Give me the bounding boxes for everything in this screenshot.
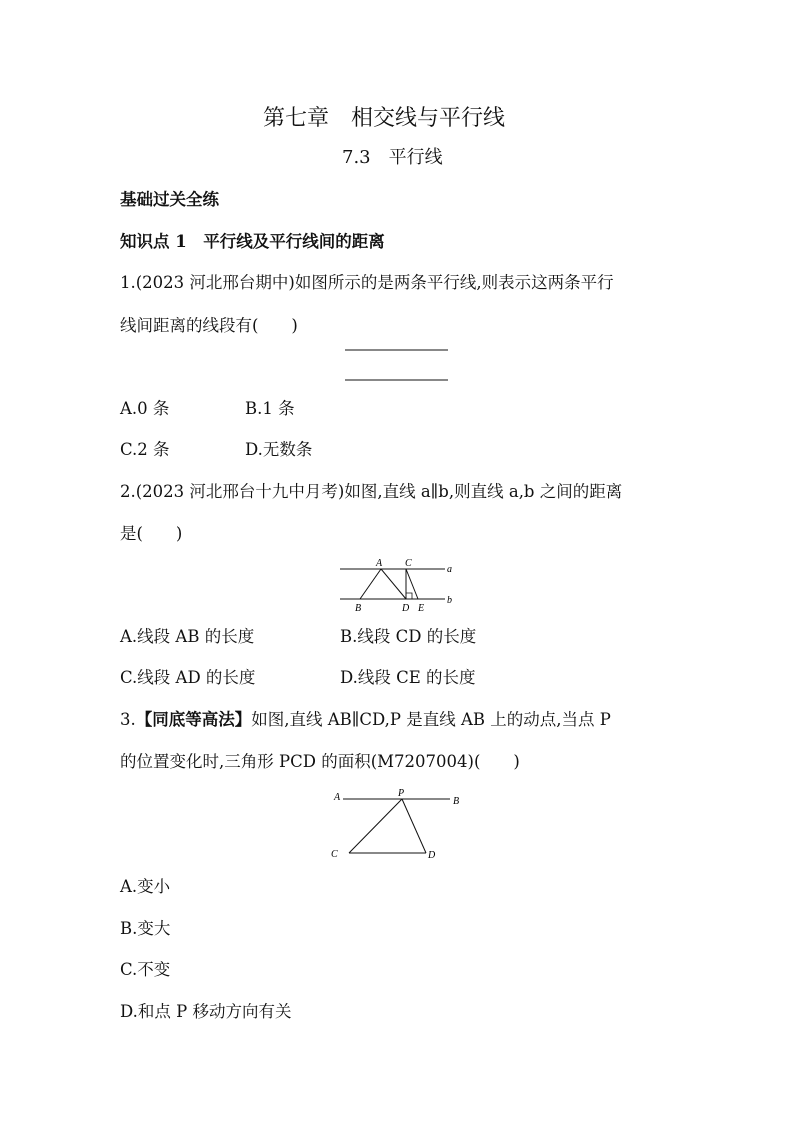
q2-stem-line1: 2.(2023 河北邢台十九中月考)如图,直线 a∥b,则直线 a,b 之间的距离 (120, 482, 623, 501)
q2-label-A: A (376, 558, 383, 569)
q2-option-b[interactable]: B.线段 CD 的长度 (340, 627, 477, 646)
q1-option-c[interactable]: C.2 条 (120, 440, 170, 459)
q2-label-E: E (418, 603, 425, 614)
q3-segment-pd (402, 799, 426, 853)
q2-label-D: D (402, 603, 410, 614)
q2-option-d[interactable]: D.线段 CE 的长度 (340, 668, 476, 687)
knowledge-point-heading: 知识点 1 平行线及平行线间的距离 (120, 232, 385, 251)
chapter-title: 第七章 相交线与平行线 (263, 106, 506, 131)
exercise-heading: 基础过关全练 (120, 190, 219, 209)
q3-label-B: B (453, 796, 460, 807)
q3-option-a[interactable]: A.变小 (120, 877, 171, 896)
q3-option-b[interactable]: B.变大 (120, 919, 171, 938)
q3-stem-line2: 的位置变化时,三角形 PCD 的面积(M7207004)( ) (120, 752, 520, 771)
q2-segment-ad (381, 569, 406, 599)
q2-stem-line2: 是( ) (120, 524, 183, 543)
q2-segment-ab (360, 569, 381, 599)
q2-label-C: C (405, 558, 412, 569)
q3-segment-pc (349, 799, 402, 853)
q2-option-a[interactable]: A.线段 AB 的长度 (120, 627, 255, 646)
q1-stem-line1: 1.(2023 河北邢台期中)如图所示的是两条平行线,则表示这两条平行 (120, 273, 614, 292)
q3-option-d[interactable]: D.和点 P 移动方向有关 (120, 1002, 292, 1021)
q2-label-a: a (447, 564, 452, 575)
q3-method-tag: 【同底等高法】 (135, 710, 252, 729)
q3-stem-line1 (120, 712, 611, 729)
q2-parallel-lines-figure (335, 555, 460, 615)
section-title: 7.3 平行线 (342, 147, 443, 168)
q1-option-d[interactable]: D.无数条 (245, 440, 313, 459)
q2-option-c[interactable]: C.线段 AD 的长度 (120, 668, 256, 687)
q3-label-P: P (398, 788, 405, 799)
q3-stem-text: 如图,直线 AB∥CD,P 是直线 AB 上的动点,当点 P (251, 710, 611, 729)
q1-stem-line2: 线间距离的线段有( ) (120, 316, 298, 335)
q2-label-B: B (355, 603, 362, 614)
q2-right-angle-mark (406, 593, 412, 599)
q3-number: 3. (120, 710, 136, 729)
q2-label-b: b (447, 595, 452, 606)
q1-option-a[interactable]: A.0 条 (120, 399, 170, 418)
q3-label-C: C (331, 849, 338, 860)
q1-parallel-lines-figure (340, 345, 452, 385)
q1-option-b[interactable]: B.1 条 (245, 399, 295, 418)
q3-triangle-figure (325, 783, 470, 863)
q3-label-D: D (428, 850, 436, 861)
q3-option-c[interactable]: C.不变 (120, 960, 171, 979)
q3-label-A: A (334, 792, 341, 803)
